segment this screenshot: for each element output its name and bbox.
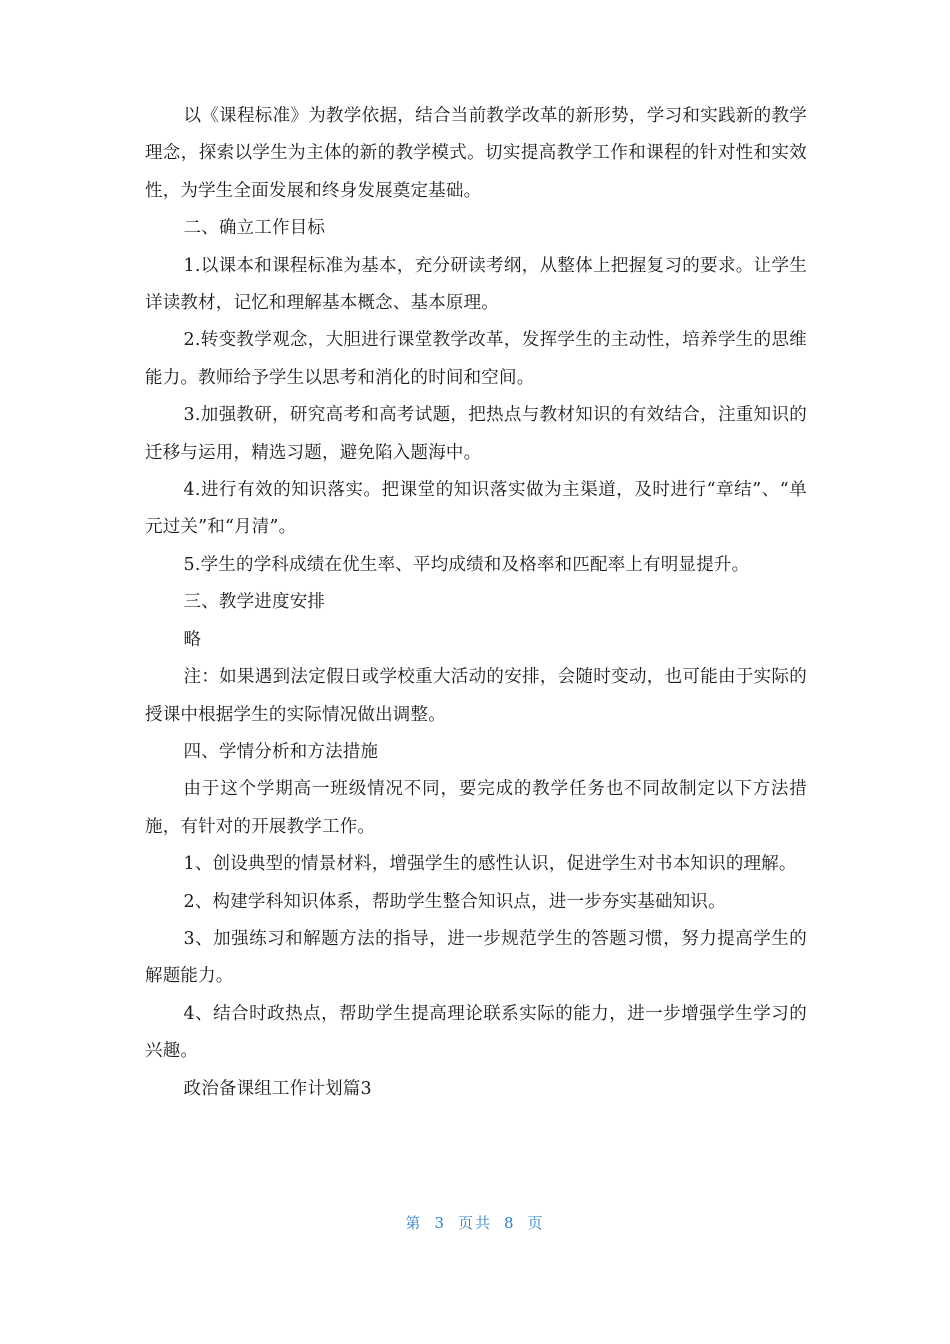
- heading-analysis: 四、学情分析和方法措施: [183, 741, 379, 762]
- footer-prefix: 第: [405, 1214, 423, 1232]
- section-title: 政治备课组工作计划篇3: [183, 1078, 372, 1099]
- list-item: 4、结合时政热点，帮助学生提高理论联系实际的能力，进一步增强学生学习的兴趣。: [145, 1003, 807, 1062]
- list-item: 3、加强练习和解题方法的指导，进一步规范学生的答题习惯，努力提高学生的解题能力。: [145, 928, 807, 987]
- page-number-total: 8: [504, 1214, 516, 1232]
- paragraph-note: 注：如果遇到法定假日或学校重大活动的安排，会随时变动，也可能由于实际的授课中根据学生的实际情况做出调整。: [145, 667, 807, 725]
- list-item: 3.加强教研，研究高考和高考试题，把热点与教材知识的有效结合，注重知识的迁移与运用，精选习题，避免陷入题海中。: [145, 405, 807, 463]
- list-item: 2.转变教学观念，大胆进行课堂教学改革，发挥学生的主动性，培养学生的思维能力。教师给予学生以思考和消化的时间和空间。: [145, 330, 807, 388]
- list-item: 5.学生的学科成绩在优生率、平均成绩和及格率和匹配率上有明显提升。: [183, 554, 750, 575]
- list-item: 1.以课本和课程标准为基本，充分研读考纲，从整体上把握复习的要求。让学生详读教材，记忆和理解基本概念、基本原理。: [145, 255, 807, 314]
- paragraph-omitted: 略: [183, 629, 202, 650]
- heading-schedule: 三、教学进度安排: [183, 592, 326, 613]
- footer-middle: 页共: [457, 1214, 492, 1232]
- footer-suffix: 页: [527, 1214, 545, 1232]
- paragraph-intro: 以《课程标准》为教学依据，结合当前教学改革的新形势，学习和实践新的教学理念，探索以学生为主体的新的教学模式。切实提高教学工作和课程的针对性和实效性，为学生全面发展和终身发展奠定基础。: [145, 106, 807, 201]
- page-footer: [0, 1212, 950, 1233]
- list-item: 2、构建学科知识体系，帮助学生整合知识点，进一步夯实基础知识。: [183, 891, 726, 912]
- page-number-current: 3: [434, 1214, 446, 1232]
- heading-work-goals: 二、确立工作目标: [183, 218, 326, 239]
- document-body: [145, 98, 807, 1108]
- list-item: 4.进行有效的知识落实。把课堂的知识落实做为主渠道，及时进行“章结”、“单元过关”和“月清”。: [145, 480, 807, 538]
- list-item: 1、创设典型的情景材料，增强学生的感性认识，促进学生对书本知识的理解。: [183, 854, 797, 875]
- paragraph-analysis: 由于这个学期高一班级情况不同，要完成的教学任务也不同故制定以下方法措施，有针对的开展教学工作。: [145, 779, 807, 837]
